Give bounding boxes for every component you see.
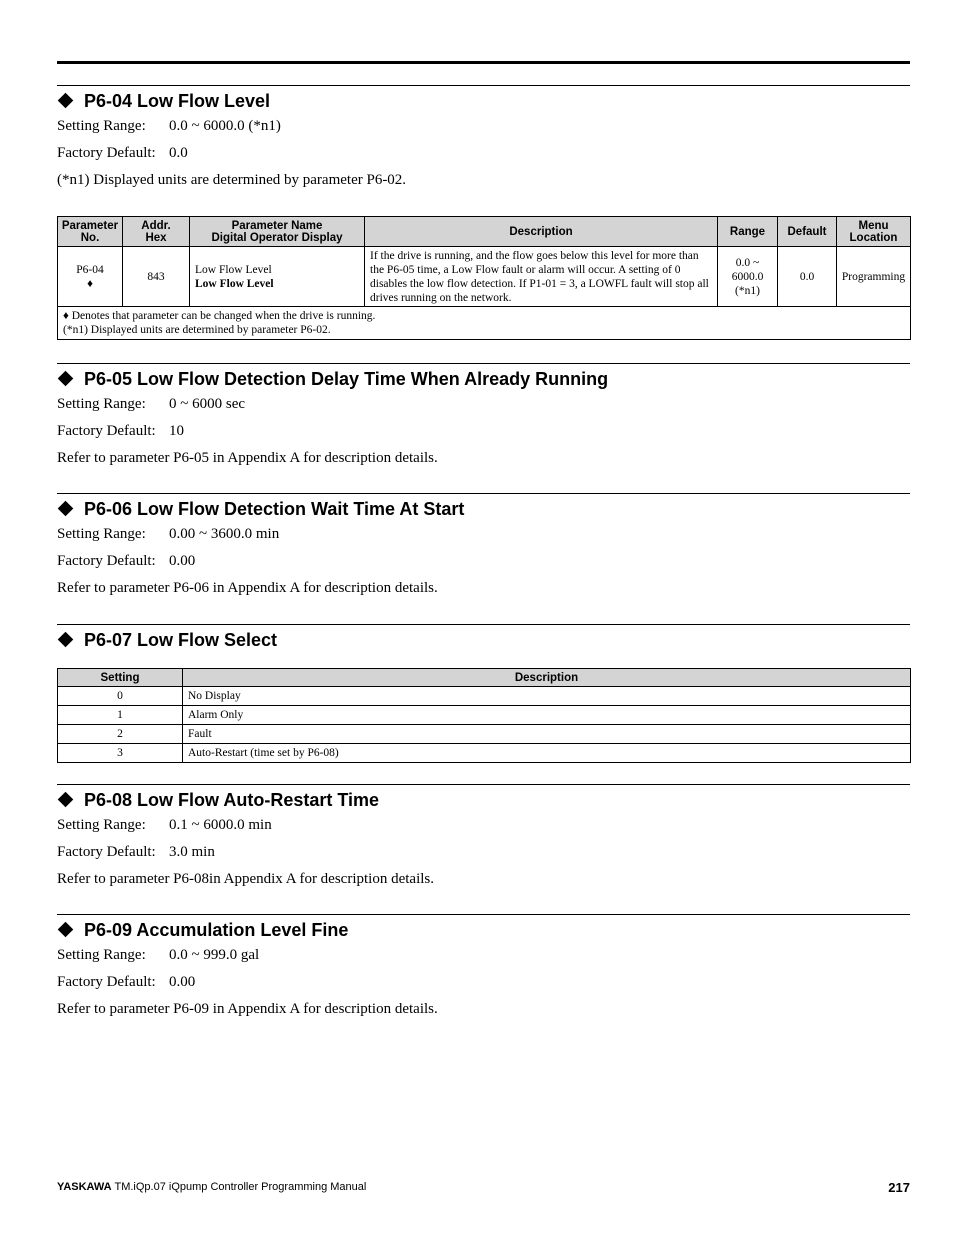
cell-setting: 0 [58, 687, 183, 706]
reference-note: Refer to parameter P6-08in Appendix A for description details. [57, 871, 434, 887]
header-menu-location: Menu Location [837, 217, 911, 247]
section-p6-08 [57, 784, 910, 893]
cell-param-no: P6-04 ♦ [58, 247, 123, 307]
section-p6-07 [57, 624, 910, 652]
diamond-bullet-icon [58, 501, 74, 517]
footer-manual-title: TM.iQp.07 iQpump Controller Programming Manual [114, 1181, 367, 1193]
section-rule [57, 85, 910, 86]
section-p6-04 [57, 85, 910, 194]
page-footer [57, 1181, 910, 1193]
cell-description: Alarm Only [183, 706, 911, 725]
section-p6-05 [57, 363, 910, 472]
header-default: Default [778, 217, 837, 247]
section-rule [57, 363, 910, 364]
header-range: Range [718, 217, 778, 247]
parameter-table [57, 216, 911, 340]
header-param-name: Parameter Name Digital Operator Display [190, 217, 365, 247]
cell-param-name: Low Flow Level Low Flow Level [190, 247, 365, 307]
section-rule [57, 493, 910, 494]
diamond-bullet-icon [58, 922, 74, 938]
setting-range: Setting Range: 0.1 ~ 6000.0 min [57, 817, 272, 833]
factory-default: Factory Default: 0.00 [57, 974, 196, 990]
cell-default: 0.0 [778, 247, 837, 307]
cell-description: Fault [183, 725, 911, 744]
parameter-table-wrap [57, 216, 910, 340]
header-description: Description [365, 217, 718, 247]
reference-note: Refer to parameter P6-06 in Appendix A for description details. [57, 580, 438, 596]
run-change-marker-icon: ♦ [87, 277, 93, 290]
table-row [58, 247, 911, 307]
reference-note: Refer to parameter P6-05 in Appendix A for description details. [57, 450, 438, 466]
section-heading: P6-05 Low Flow Detection Delay Time When Already Running [57, 367, 910, 391]
section-p6-06 [57, 493, 910, 602]
cell-description: Auto-Restart (time set by P6-08) [183, 744, 911, 763]
factory-default: Factory Default: 10 [57, 423, 184, 439]
section-rule [57, 914, 910, 915]
section-heading: P6-06 Low Flow Detection Wait Time At Start [57, 497, 910, 521]
diamond-bullet-icon [58, 792, 74, 808]
cell-menu-location: Programming [837, 247, 911, 307]
table-header-row [58, 217, 911, 247]
cell-setting: 1 [58, 706, 183, 725]
factory-default: Factory Default: 0.0 [57, 145, 188, 161]
setting-range: Setting Range: 0.0 ~ 999.0 gal [57, 947, 260, 963]
table-header-row [58, 669, 911, 687]
header-description: Description [183, 669, 911, 687]
diamond-bullet-icon [58, 632, 74, 648]
select-table-wrap [57, 668, 910, 763]
section-rule [57, 624, 910, 625]
section-heading: P6-08 Low Flow Auto-Restart Time [57, 788, 910, 812]
table-footnotes: ♦ Denotes that parameter can be changed when the drive is running. (*n1) Displayed units are determined by parameter P6-02. [58, 307, 911, 340]
units-note: (*n1) Displayed units are determined by parameter P6-02. [57, 172, 407, 188]
section-rule [57, 784, 910, 785]
table-row [58, 706, 911, 725]
footer-brand: YASKAWA [57, 1181, 112, 1193]
top-rule [57, 61, 910, 64]
cell-addr: 843 [123, 247, 190, 307]
select-table [57, 668, 911, 763]
setting-range: Setting Range: 0 ~ 6000 sec [57, 396, 246, 412]
page-number: 217 [888, 1180, 910, 1195]
cell-description: No Display [183, 687, 911, 706]
reference-note: Refer to parameter P6-09 in Appendix A for description details. [57, 1001, 438, 1017]
section-heading: P6-04 Low Flow Level [57, 89, 910, 113]
section-heading: P6-09 Accumulation Level Fine [57, 918, 910, 942]
factory-default: Factory Default: 3.0 min [57, 844, 215, 860]
section-p6-09 [57, 914, 910, 1023]
diamond-bullet-icon [58, 93, 74, 109]
table-footnote-row [58, 307, 911, 340]
cell-description: If the drive is running, and the flow goes below this level for more than the P6-05 time, a Low Flow fault or alarm will occur. A setting of 0 disables the low flow detection. If P1-01 = 3, a LOWFL fault will stop all drives running on the network. [365, 247, 718, 307]
cell-range: 0.0 ~ 6000.0 (*n1) [718, 247, 778, 307]
table-row [58, 687, 911, 706]
header-param-no: Parameter No. [58, 217, 123, 247]
header-setting: Setting [58, 669, 183, 687]
section-heading: P6-07 Low Flow Select [57, 628, 910, 652]
cell-setting: 2 [58, 725, 183, 744]
factory-default: Factory Default: 0.00 [57, 553, 196, 569]
setting-range: Setting Range: 0.0 ~ 6000.0 (*n1) [57, 118, 281, 134]
cell-setting: 3 [58, 744, 183, 763]
diamond-bullet-icon [58, 371, 74, 387]
setting-range: Setting Range: 0.00 ~ 3600.0 min [57, 526, 280, 542]
header-addr-hex: Addr. Hex [123, 217, 190, 247]
table-row [58, 725, 911, 744]
table-row [58, 744, 911, 763]
